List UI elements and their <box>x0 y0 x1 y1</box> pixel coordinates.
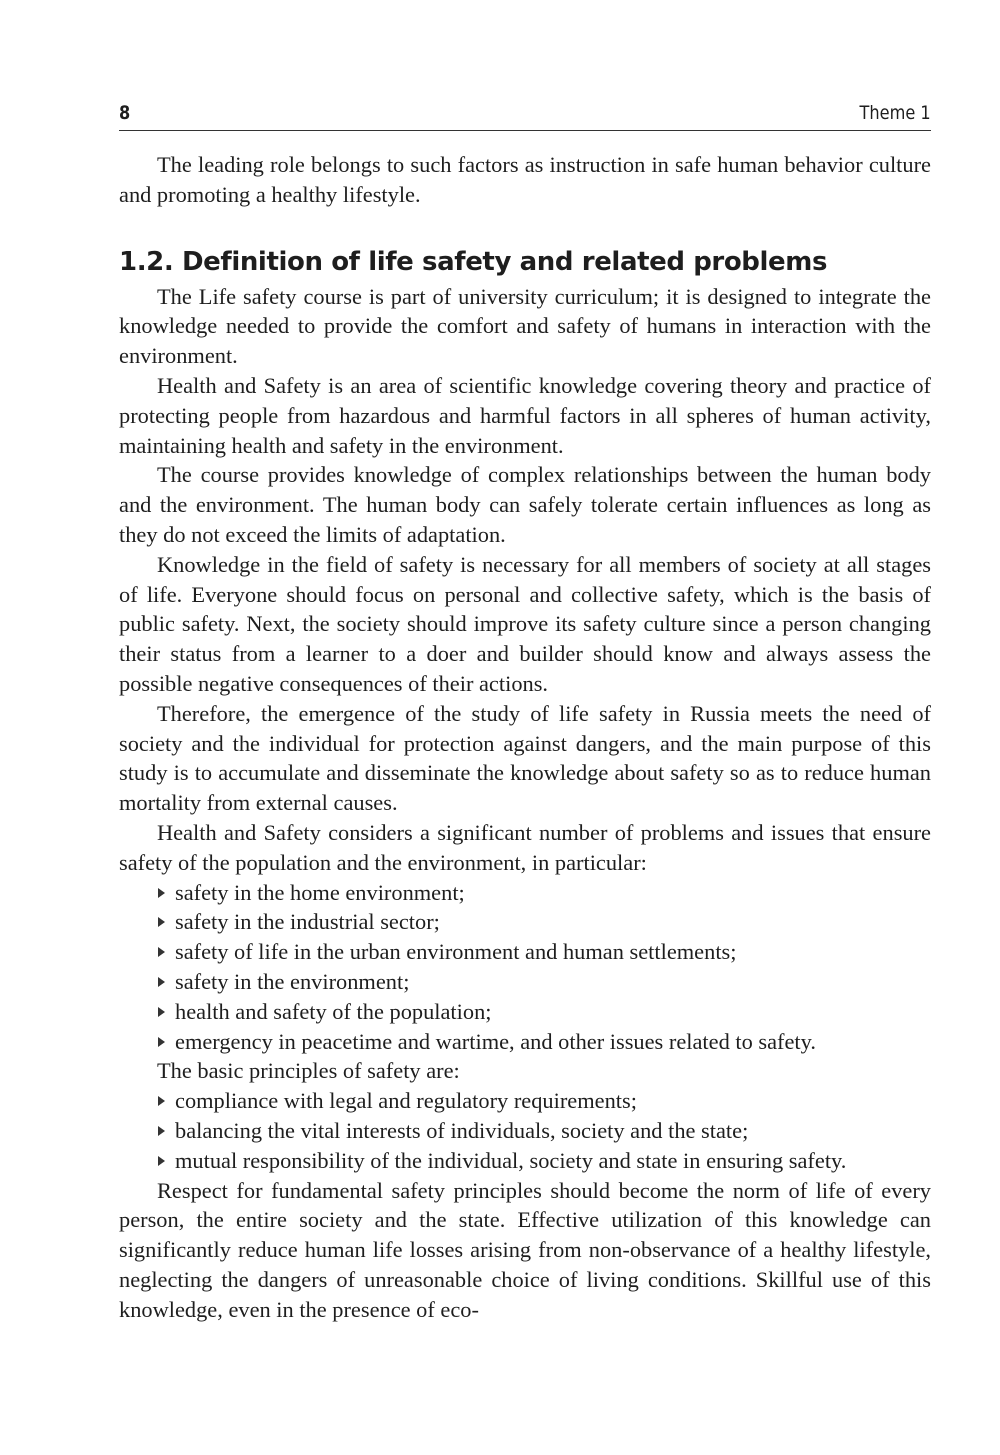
paragraph: The course provides knowledge of complex relationships between the human body and the environment. The human body can safely tolerate certain influences as long as they do not exceed the limits of adaptation. <box>119 462 931 547</box>
principles-intro: The basic principles of safety are: <box>157 1058 460 1084</box>
section-heading: 1.2. Definition of life safety and related problems <box>119 246 828 277</box>
paragraph: Health and Safety is an area of scientific knowledge covering theory and practice of protecting people from hazardous and harmful factors in all spheres of human activity, maintaining health and safety in the environment. <box>119 372 931 458</box>
closing-paragraph: Respect for fundamental safety principles should become the norm of life of every person, the entire society and the state. Effective utilization of this knowledge can significantly reduce human life losses arising from non-observance of a healthy lifestyle, neglecting the dangers of unreasonable choice of living conditions. Skillful use of this knowledge, even in the presence of eco- <box>119 1177 931 1322</box>
paragraph: The Life safety course is part of university curriculum; it is designed to integrate the knowledge needed to provide the comfort and safety of humans in interaction with the environment. <box>119 283 931 369</box>
page-number: 8 <box>119 102 131 124</box>
list-item: mutual responsibility of the individual, society and state in ensuring safety. <box>119 1146 931 1176</box>
list-item: emergency in peacetime and wartime, and other issues related to safety. <box>119 1027 931 1057</box>
paragraph: Therefore, the emergence of the study of life safety in Russia meets the need of society and the individual for protection against dangers, and the main purpose of this study is to accumulate and disseminate the knowledge about safety so as to reduce human mortality from external causes. <box>119 700 931 816</box>
list-item: safety in the environment; <box>119 967 931 997</box>
page-header <box>119 100 931 131</box>
list-item: balancing the vital interests of individuals, society and the state; <box>119 1116 931 1146</box>
list-item: safety of life in the urban environment and human settlements; <box>119 937 931 967</box>
principles-list <box>119 1086 931 1175</box>
problems-list <box>119 878 931 1057</box>
paragraph: Health and Safety considers a significant number of problems and issues that ensure safety of the population and the environment, in particular: <box>119 819 931 875</box>
list-item: compliance with legal and regulatory requirements; <box>119 1086 931 1116</box>
running-title: Theme 1 <box>859 102 931 124</box>
page-body <box>119 150 931 1324</box>
paragraph: Knowledge in the field of safety is necessary for all members of society at all stages of life. Everyone should focus on personal and collective safety, which is the basis of public safety. Next, the society should improve its safety culture since a person changing their status from a learner to a doer and builder should know and always assess the possible negative consequences of their actions. <box>119 551 931 696</box>
list-item: safety in the industrial sector; <box>119 907 931 937</box>
list-item: health and safety of the population; <box>119 997 931 1027</box>
intro-paragraph: The leading role belongs to such factors as instruction in safe human behavior culture and promoting a healthy lifestyle. <box>119 152 931 207</box>
list-item: safety in the home environment; <box>119 878 931 908</box>
